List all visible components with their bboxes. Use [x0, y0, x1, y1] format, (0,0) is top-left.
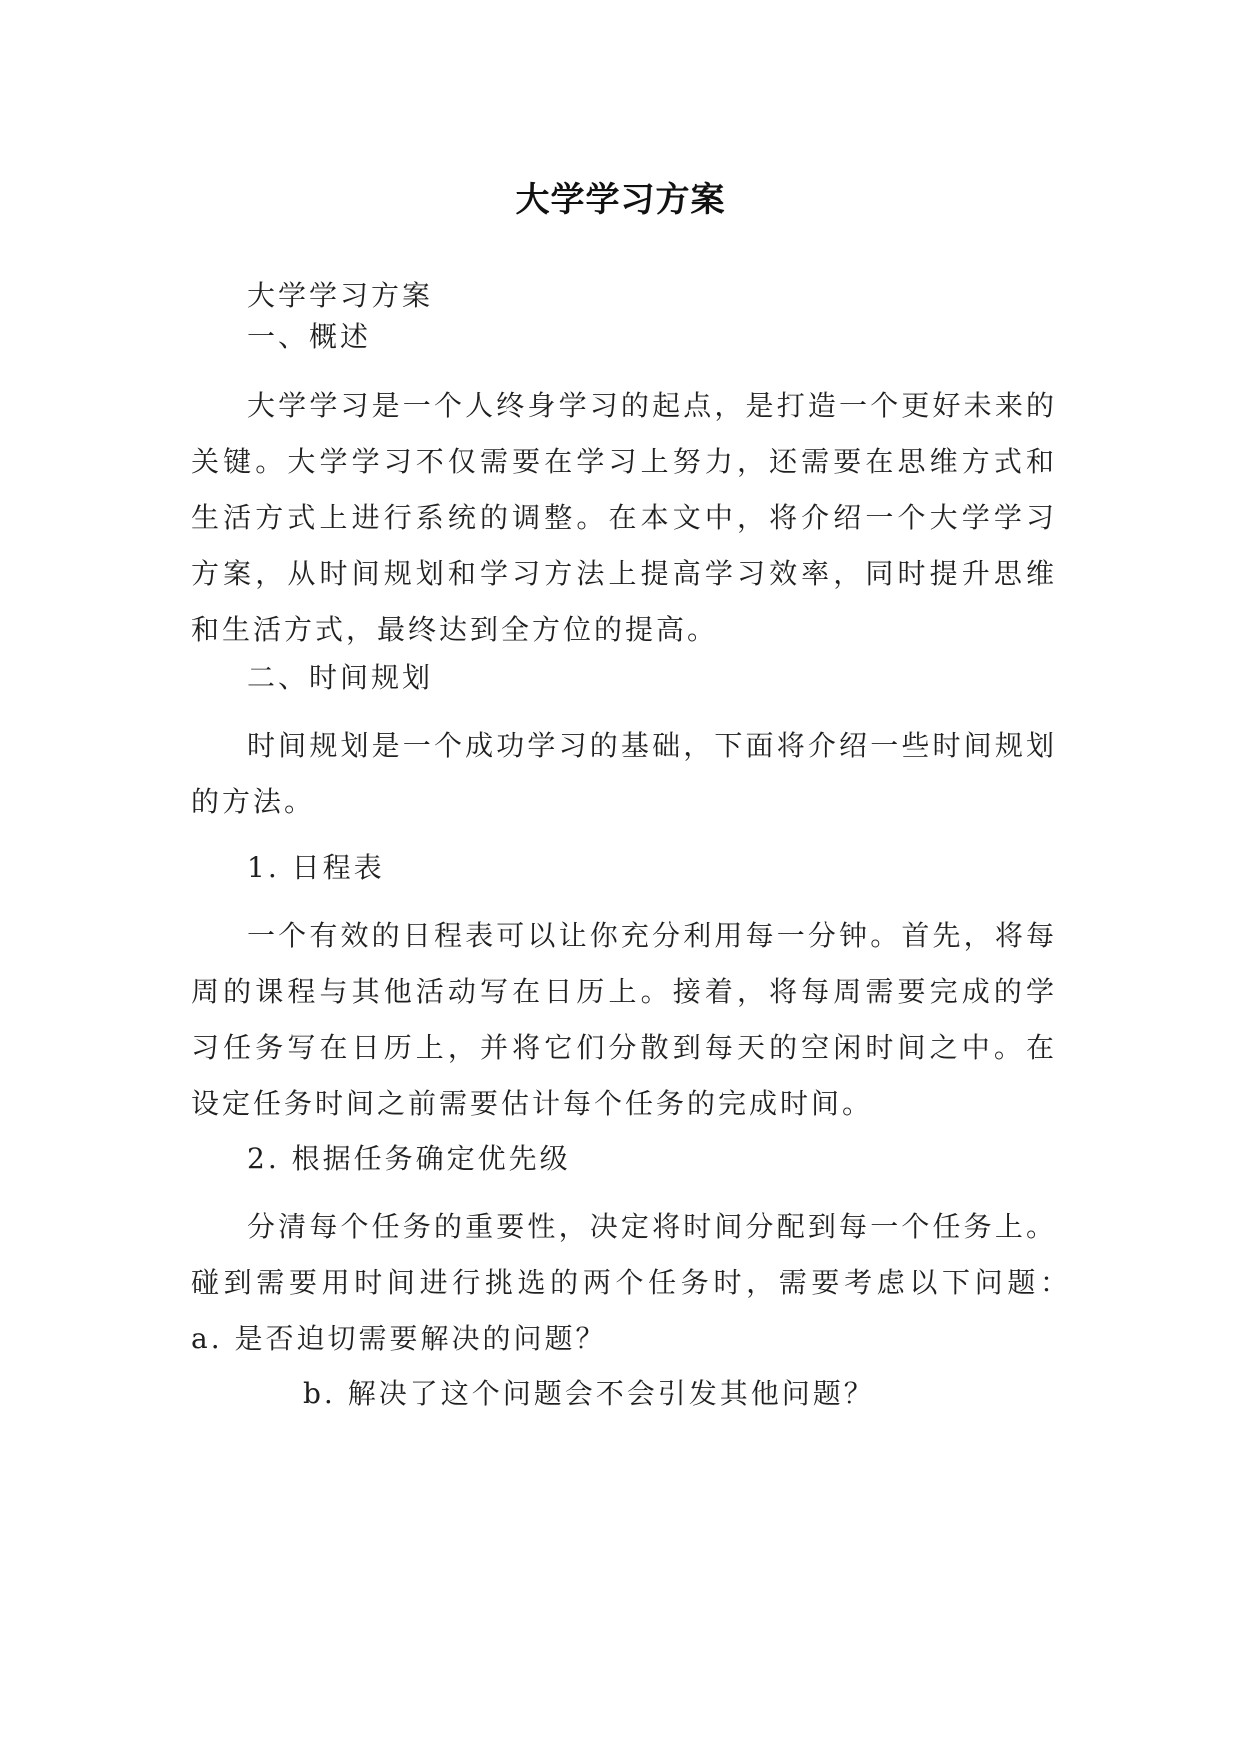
paragraph-priority: 分清每个任务的重要性，决定将时间分配到每一个任务上。碰到需要用时间进行挑选的两个任务时，需要考虑以下问题： a. 是否迫切需要解决的问题？ [191, 1210, 1089, 1355]
section-heading-time-planning: 二、时间规划 [247, 661, 434, 694]
subtitle: 大学学习方案 [247, 279, 434, 312]
section-heading-overview: 一、概述 [247, 320, 372, 353]
list-item-b: b. 解决了这个问题会不会引发其他问题？ [303, 1377, 875, 1410]
paragraph-overview: 大学学习是一个人终身学习的起点，是打造一个更好未来的关键。大学学习不仅需要在学习上努力，还需要在思维方式和生活方式上进行系统的调整。在本文中，将介绍一个大学学习方案，从时间规划和学习方法上提高学习效率，同时提升思维和生活方式，最终达到全方位的提高。 [191, 389, 1057, 646]
subheading-schedule: 1. 日程表 [247, 851, 385, 884]
document-title: 大学学习方案 [515, 180, 726, 220]
paragraph-time-planning: 时间规划是一个成功学习的基础，下面将介绍一些时间规划的方法。 [191, 729, 1057, 818]
subheading-priority: 2. 根据任务确定优先级 [247, 1142, 571, 1175]
paragraph-schedule: 一个有效的日程表可以让你充分利用每一分钟。首先，将每周的课程与其他活动写在日历上。接着，将每周需要完成的学习任务写在日历上，并将它们分散到每天的空闲时间之中。在设定任务时间之前需要估计每个任务的完成时间。 [191, 919, 1057, 1120]
